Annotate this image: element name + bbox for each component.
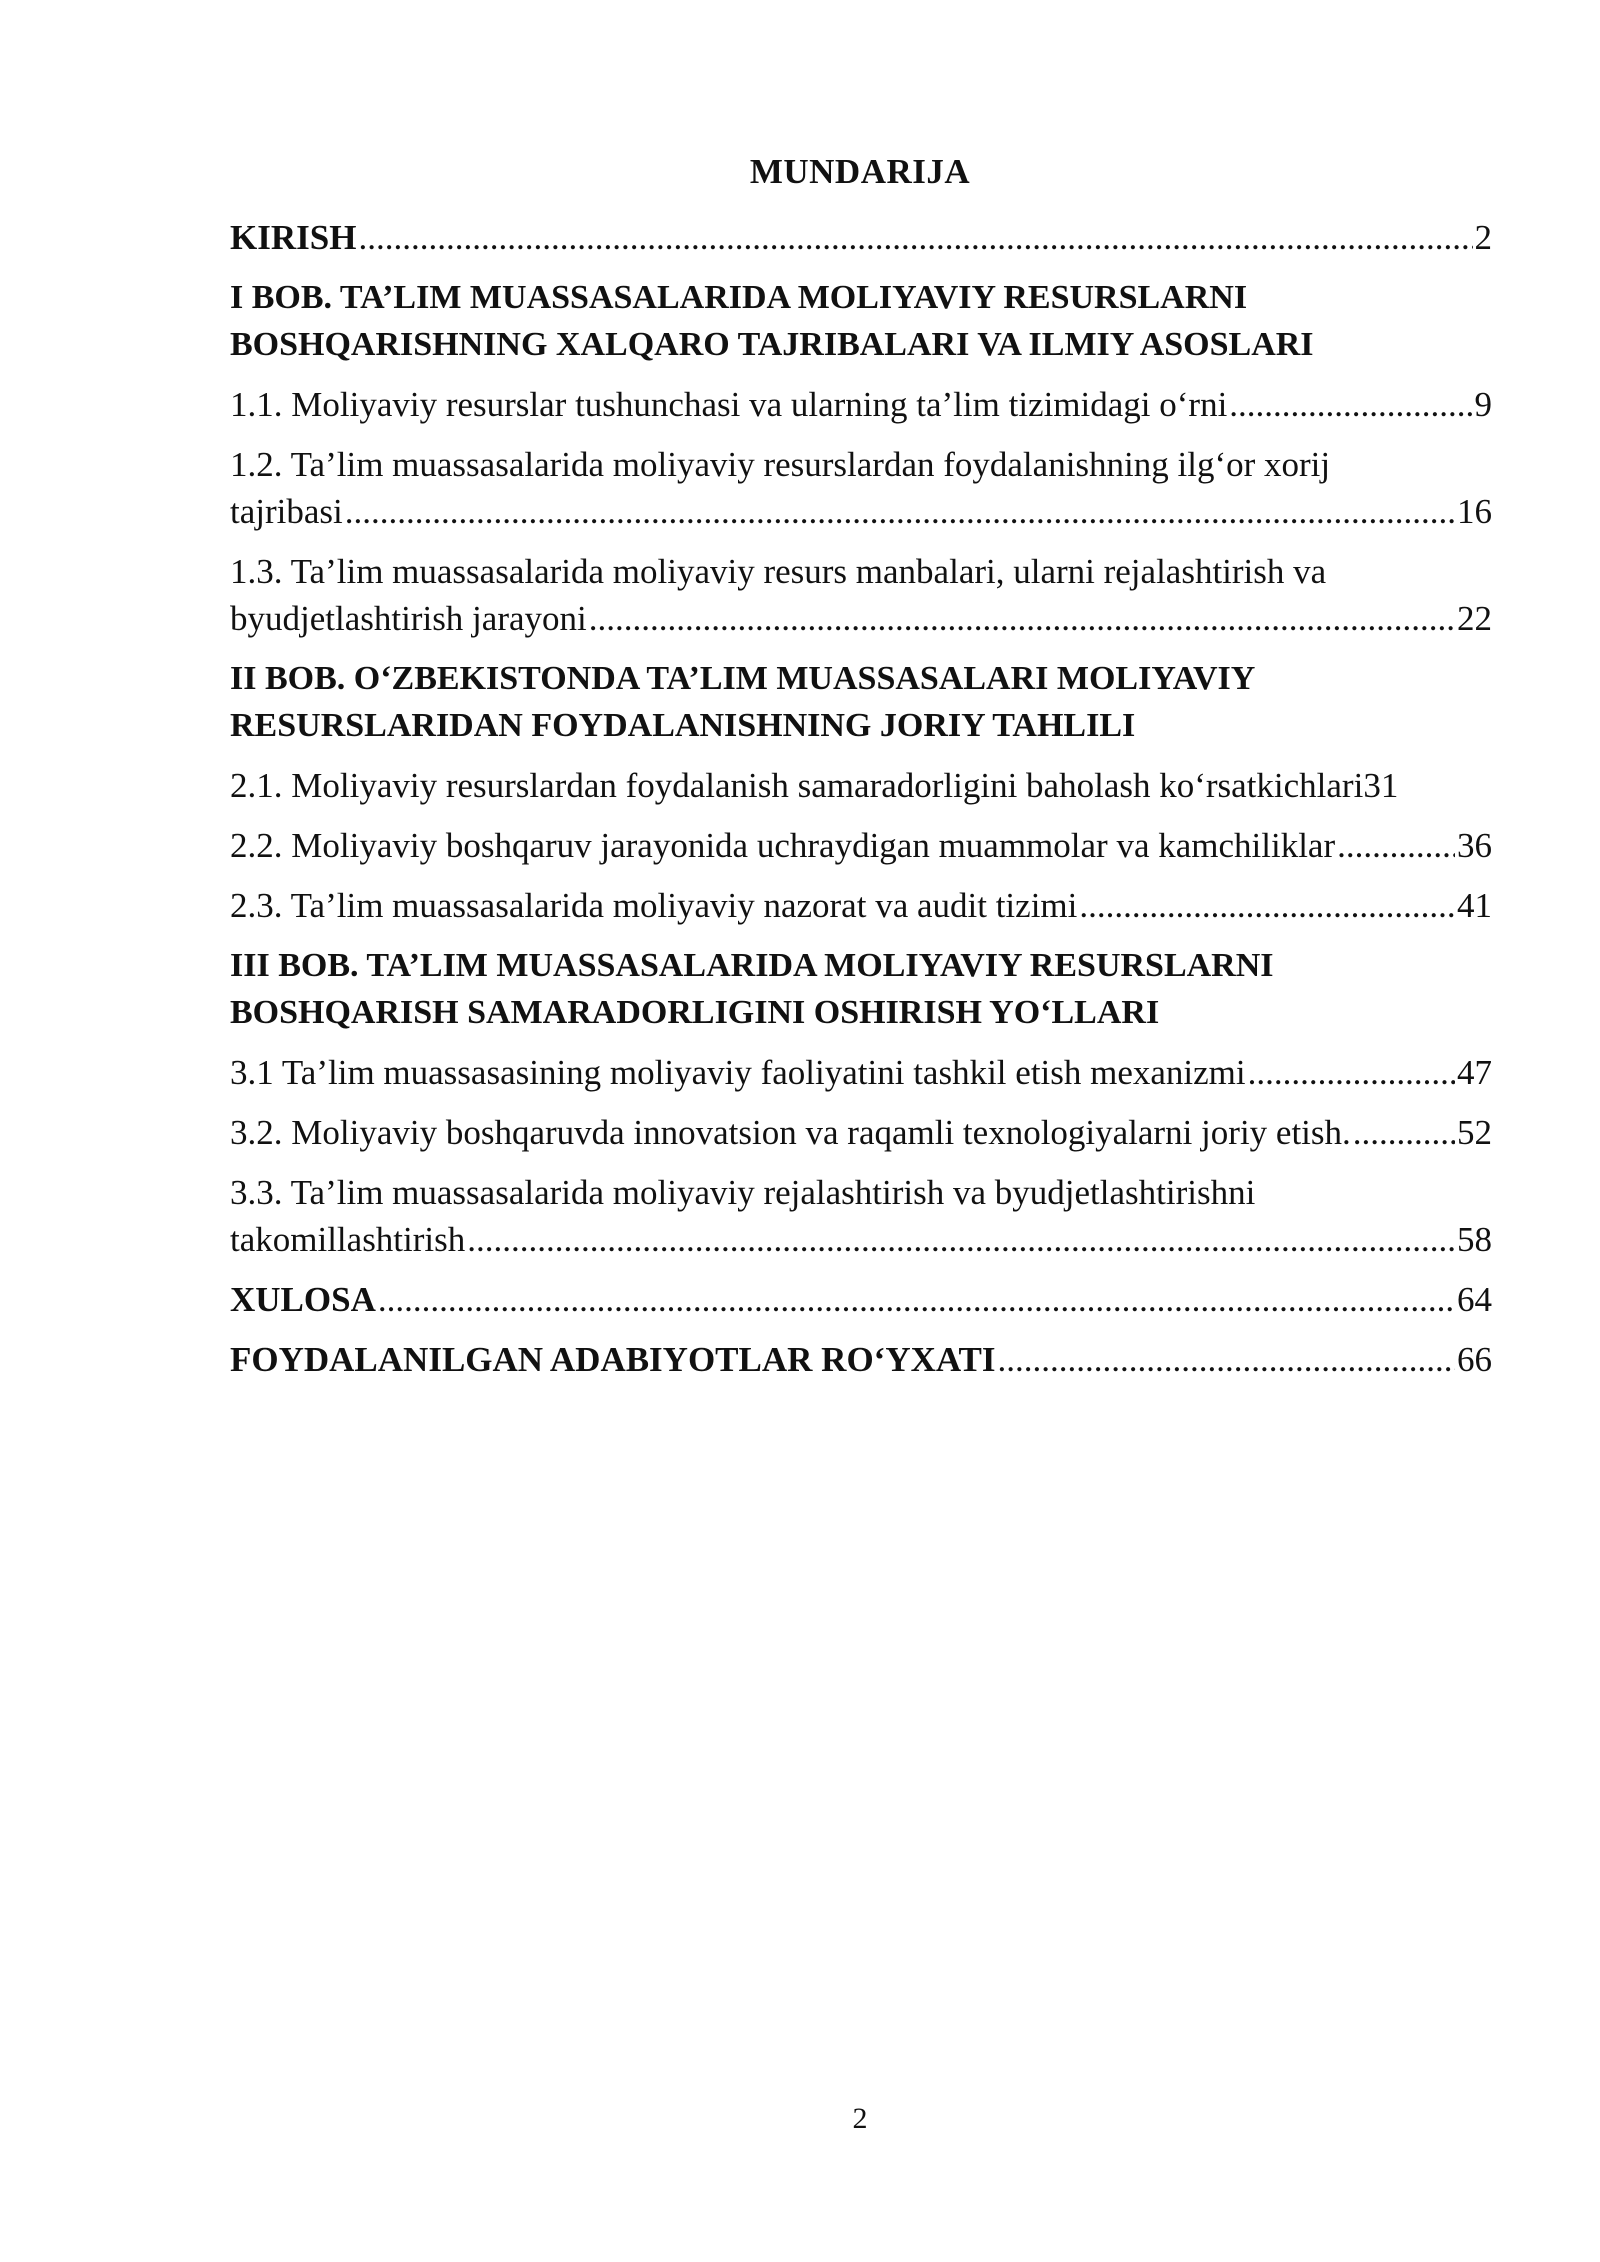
toc-entry-text: 3.1 Ta’lim muassasasining moliyaviy faoliyatini tashkil etish mexanizmi — [230, 1053, 1246, 1092]
toc-entry-text: 2.1. Moliyaviy resurslardan foydalanish samaradorligini baholash ko‘rsatkichlari — [230, 766, 1364, 805]
toc-entry-3-1 — [230, 1049, 1492, 1096]
toc-page-number: 36 — [1457, 826, 1492, 865]
toc-leader-dots — [589, 595, 1455, 642]
toc-entry-text: tajribasi — [230, 492, 343, 531]
toc-entry-3-2 — [230, 1109, 1492, 1156]
page-number-footer: 2 — [852, 2102, 868, 2135]
toc-entry-text: takomillashtirish — [230, 1220, 466, 1259]
toc-leader-dots — [1248, 1049, 1455, 1096]
chapter-heading-line2: BOSHQARISHNING XALQARO TAJRIBALARI VA ILMIY ASOSLARI — [230, 326, 1314, 363]
toc-entry-text: FOYDALANILGAN ADABIYOTLAR RO‘YXATI — [230, 1340, 996, 1379]
toc-leader-dots — [378, 1276, 1455, 1323]
toc-leader-dots — [1353, 1109, 1455, 1156]
toc-page-number: 41 — [1457, 886, 1492, 925]
toc-chapter-1 — [230, 274, 1492, 368]
toc-title: MUNDARIJA — [749, 152, 971, 191]
toc-entry-text: XULOSA — [230, 1280, 376, 1319]
toc-chapter-2 — [230, 655, 1492, 749]
toc-entry-2-1 — [230, 762, 1492, 809]
toc-page-number: 31 — [1363, 766, 1399, 805]
toc-entry-text: 2.2. Moliyaviy boshqaruv jarayonida uchraydigan muammolar va kamchiliklar — [230, 826, 1336, 865]
toc-page-number: 64 — [1457, 1280, 1492, 1319]
toc-entry-text: 1.1. Moliyaviy resurslar tushunchasi va ularning ta’lim tizimidagi o‘rni — [230, 385, 1228, 424]
toc-entry-text: KIRISH — [230, 218, 357, 257]
toc-entry-xulosa — [230, 1276, 1492, 1323]
toc-page-number: 22 — [1457, 599, 1492, 638]
toc-entry-2-2 — [230, 822, 1492, 869]
toc-leader-dots — [998, 1336, 1455, 1383]
toc-page-number: 66 — [1457, 1340, 1492, 1379]
toc-entry-2-3 — [230, 882, 1492, 929]
toc-leader-dots — [345, 488, 1455, 535]
chapter-heading-line1: I BOB. TA’LIM MUASSASALARIDA MOLIYAVIY RESURSLARNI — [230, 279, 1248, 316]
toc-chapter-3 — [230, 942, 1492, 1036]
table-of-contents — [230, 214, 1492, 1396]
toc-leader-dots — [358, 214, 1472, 261]
toc-leader-dots — [1337, 822, 1455, 869]
toc-leader-dots — [1079, 882, 1455, 929]
toc-entry-text-line1: 3.3. Ta’lim muassasalarida moliyaviy rejalashtirish va byudjetlashtirishni — [230, 1173, 1256, 1212]
chapter-heading-line2: RESURSLARIDAN FOYDALANISHNING JORIY TAHLILI — [230, 707, 1136, 744]
toc-entry-1-1 — [230, 381, 1492, 428]
toc-entry-references — [230, 1336, 1492, 1383]
toc-entry-1-3 — [230, 548, 1492, 642]
toc-entry-text: byudjetlashtirish jarayoni — [230, 599, 587, 638]
toc-leader-dots — [1229, 381, 1472, 428]
toc-entry-text-line1: 1.3. Ta’lim muassasalarida moliyaviy resurs manbalari, ularni rejalashtirish va — [230, 552, 1327, 591]
toc-page-number: 2 — [1474, 218, 1492, 257]
toc-entry-text: 2.3. Ta’lim muassasalarida moliyaviy nazorat va audit tizimi — [230, 886, 1078, 925]
chapter-heading-line1: III BOB. TA’LIM MUASSASALARIDA MOLIYAVIY RESURSLARNI — [230, 947, 1274, 984]
chapter-heading-line2: BOSHQARISH SAMARADORLIGINI OSHIRISH YO‘LLARI — [230, 994, 1160, 1031]
toc-leader-dots — [467, 1216, 1455, 1263]
toc-entry-1-2 — [230, 441, 1492, 535]
toc-page-number: 47 — [1457, 1053, 1492, 1092]
toc-entry-text: 3.2. Moliyaviy boshqaruvda innovatsion va raqamli texnologiyalarni joriy etish. — [230, 1113, 1351, 1152]
toc-entry-3-3 — [230, 1169, 1492, 1263]
toc-entry-text-line1: 1.2. Ta’lim muassasalarida moliyaviy resurslardan foydalanishning ilg‘or xorij — [230, 445, 1331, 484]
toc-entry-kirish — [230, 214, 1492, 261]
toc-page-number: 58 — [1457, 1220, 1492, 1259]
toc-page-number: 52 — [1457, 1113, 1492, 1152]
toc-page-number: 16 — [1457, 492, 1492, 531]
chapter-heading-line1: II BOB. O‘ZBEKISTONDA TA’LIM MUASSASALARI MOLIYAVIY — [230, 660, 1256, 697]
toc-page-number: 9 — [1474, 385, 1492, 424]
